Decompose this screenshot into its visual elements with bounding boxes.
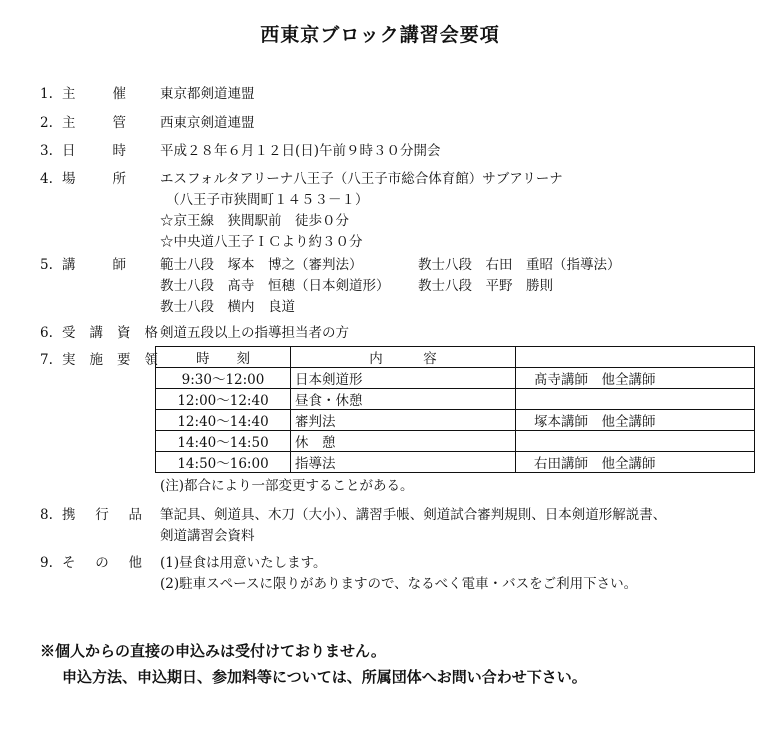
table-row: 14:40～14:50 休 憩 — [156, 431, 755, 452]
notice: ※個人からの直接の申込みは受付けておりません。 申込方法、申込期日、参加料等については、所属団体へお問い合わせ下さい。 — [40, 642, 587, 686]
page-title: 西東京ブロック講習会要項 — [260, 24, 500, 46]
schedule-note: (注)都合により一部変更することがある。 — [160, 478, 414, 494]
lecturer-row: 教士八段 髙寺 恒穂（日本剣道形） 教士八段 平野 勝則 — [160, 278, 553, 294]
table-row: 12:00～12:40 昼食・休憩 — [156, 389, 755, 410]
table-row: 14:50～16:00 指導法 右田講師 他全講師 — [156, 452, 755, 473]
table-row: 12:40～14:40 審判法 塚本講師 他全講師 — [156, 410, 755, 431]
schedule-table — [155, 346, 755, 473]
lecturer-row: 教士八段 横内 良道 — [160, 299, 295, 315]
lecturer-row: 範士八段 塚本 博之（審判法） 教士八段 右田 重昭（指導法） — [160, 257, 621, 273]
table-row: 9:30～12:00 日本剣道形 髙寺講師 他全講師 — [156, 368, 755, 389]
table-header-row: 時 刻 内 容 — [156, 347, 755, 368]
